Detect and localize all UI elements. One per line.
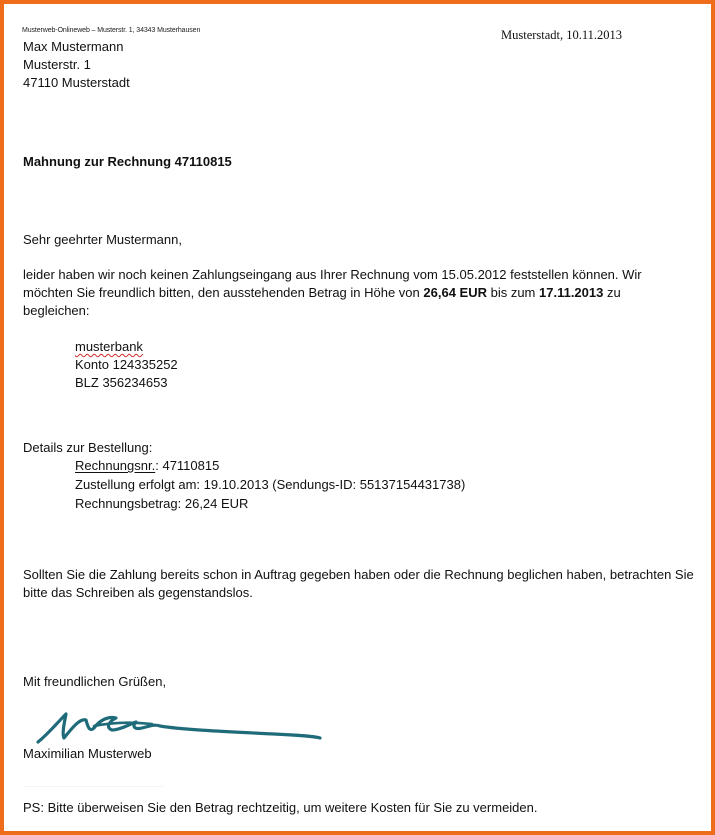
due-date: 17.11.2013 (539, 285, 604, 300)
bank-name: musterbank (75, 339, 143, 354)
letter-subject: Mahnung zur Rechnung 47110815 (23, 154, 232, 169)
outstanding-amount: 26,64 EUR (423, 285, 487, 300)
delivery-info: Zustellung erfolgt am: 19.10.2013 (Sendungs-ID: 55137154431738) (75, 477, 466, 492)
invoice-amount: Rechnungsbetrag: 26,24 EUR (75, 496, 249, 511)
divider (23, 786, 163, 787)
recipient-city: 47110 Musterstadt (23, 75, 130, 90)
bank-blz: BLZ 356234653 (75, 375, 168, 390)
invoice-number-value: : 47110815 (155, 458, 220, 473)
postscript: PS: Bitte überweisen Sie den Betrag rechtzeitig, um weitere Kosten für Sie zu vermeiden. (23, 800, 538, 815)
body-text-3: zu begleichen: (23, 285, 621, 318)
recipient-name: Max Mustermann (23, 39, 124, 54)
greeting: Mit freundlichen Grüßen, (23, 674, 167, 689)
body-paragraph (23, 266, 683, 320)
body-text-2: bis zum (486, 285, 539, 300)
closing-note: Sollten Sie die Zahlung bereits schon in Auftrag gegeben haben oder die Rechnung beglichen haben, betrachten Sie bitte das Schreiben als gegenstandslos. (23, 567, 694, 600)
bank-account: Konto 124335252 (75, 357, 178, 372)
recipient-street: Musterstr. 1 (23, 57, 91, 72)
letter-date: Musterstadt, 10.11.2013 (501, 28, 623, 42)
body-text-1: leider haben wir noch keinen Zahlungseingang aus Ihrer Rechnung vom 15.05.2012 feststellen können. Wir möchten Sie freundlich bitten, den ausstehenden Betrag in Höhe von (23, 267, 642, 300)
sender-return-address: Musterweb-Onlineweb – Musterstr. 1, 34343 Musterhausen (22, 27, 201, 34)
invoice-number (75, 458, 219, 473)
details-heading: Details zur Bestellung: (23, 440, 153, 455)
signer-name: Maximilian Musterweb (23, 746, 152, 761)
salutation: Sehr geehrter Mustermann, (23, 232, 182, 247)
invoice-number-label: Rechnungsnr. (75, 458, 156, 473)
